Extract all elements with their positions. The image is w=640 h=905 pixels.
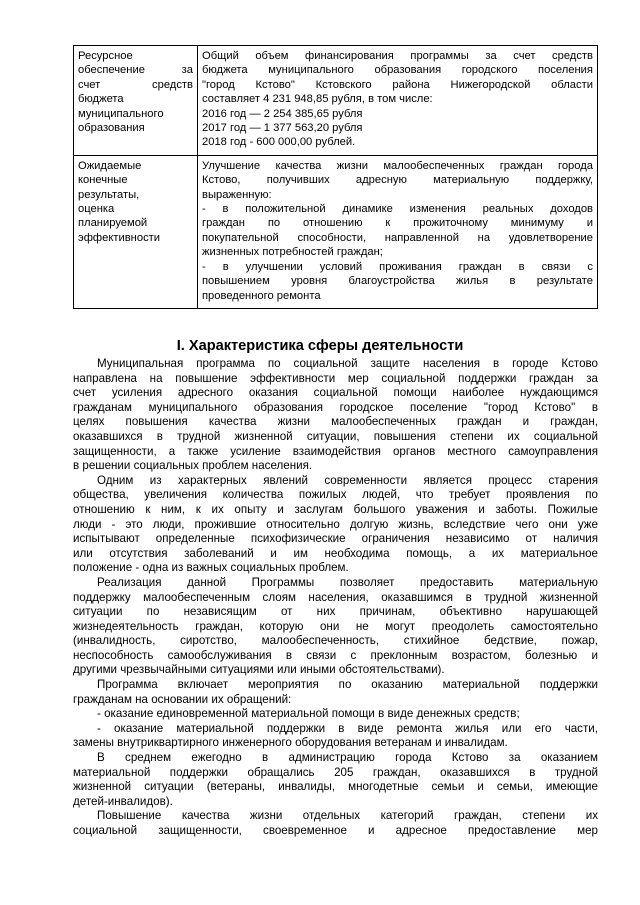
value-line: составляет 4 231 948,85 рубля, в том числе: [202,93,433,106]
list-item: - оказание единовременной материальной помощи в виде денежных средств; [97,707,520,721]
text-line: материальной поддержки обращались 205 граждан, оказавшихся в трудной [73,765,598,779]
text-line: в решении социальных проблем населения. [73,459,313,473]
text-line: направлена на повышение эффективности мер социальной поддержки граждан за [73,371,598,385]
text-line: счет усиления адресного оказания социальной помощи наиболее нуждающимся [73,386,598,400]
label-line: бюджета [78,93,124,106]
label-line: образования [78,122,145,135]
row-label-resources [74,46,198,156]
value-line: 2018 год - 600 000,00 рублей. [202,136,356,149]
list-item: - оказание материальной поддержки в виде ремонта жилья или его части, [97,721,598,735]
value-line: бюджета муниципального образования городского поселения [202,64,593,77]
text-line: замены внутриквартирного инженерного оборудования ветеранам и инвалидам. [73,736,508,750]
value-line: Кстово, получивших адресную материальную поддержку, [202,174,593,187]
value-line: проведенного ремонта [202,289,321,302]
value-line: Общий объем финансирования программы за счет средств [202,50,593,62]
text-line: Повышение качества жизни отдельных категорий граждан, степени их [97,809,598,823]
value-line: Улучшение качества жизни малообеспеченных граждан города [202,159,593,172]
value-line: 2017 год — 1 377 563,20 рубля [202,122,363,135]
program-passport-table [73,45,598,309]
text-line: целях повышения качества жизни малообеспеченных граждан и граждан, [73,415,598,429]
text-line: поддержку малообеспеченным слоям населения, оказавшимся в трудной жизненной [73,590,598,604]
text-line: испытывают определенные психофизические ограничения независимо от наличия [73,532,598,546]
row-value-results [198,155,598,308]
text-line: детей-инвалидов). [73,794,173,808]
table-row [74,155,598,308]
value-line: граждан по отношению к прожиточному минимуму и [202,217,593,230]
row-value-resources [198,46,598,156]
text-line: жизненной ситуации (ветераны, инвалиды, многодетные семьи и семьи, имеющие [73,780,598,794]
label-line: счет средств [78,78,193,91]
label-line: Ресурсное [78,50,133,62]
text-line: положение - одна из важных социальных проблем. [73,561,349,575]
text-line: оказавшихся в трудной жизненной ситуации, повышения степени их социальной [73,429,598,443]
text-line: Программа включает мероприятия по оказанию материальной поддержки [97,678,598,692]
section-title: I. Характеристика сферы деятельности [176,338,464,354]
value-line: - в положительной динамике изменения реальных доходов [202,203,593,216]
text-line: социальной защищенности, своевременное и адресное предоставление мер [73,824,598,837]
label-line: обеспечение за [78,64,193,77]
text-line: Муниципальная программа по социальной защите населения в городе Кстово [97,357,598,370]
text-line: отношению к ним, к их опыту и заслугам большого уважения и заботы. Пожилые [73,502,598,516]
value-line: "город Кстово" Кстовского района Нижегородской области [202,78,593,91]
text-line: жизнедеятельность граждан, которую они не могут преодолеть самостоятельно [73,619,598,633]
table-row [74,46,598,156]
text-line: Реализация данной Программы позволяет предоставить материальную [97,575,598,589]
text-line: гражданам на основании их обращений: [73,692,292,706]
value-line: покупательной способности, направленной на удовлетворение [202,231,593,244]
label-line: эффективности [78,231,161,244]
text-line: ситуации по независящим от них причинам, объективно нарушающей [73,605,598,619]
value-line: 2016 год — 2 254 385,65 рубля [202,107,363,120]
value-line: жизненных потребностей граждан; [202,246,383,259]
text-line: (инвалидность, сиротство, малообеспеченность, стихийное бедствие, пожар, [73,634,598,648]
text-line: защищенности, а также усиление взаимодействия органов местного самоуправления [73,444,598,458]
label-line: муниципального [78,107,164,120]
text-line: или отсутствия заболеваний и им необходима помощь, а их материальное [73,546,598,560]
row-label-results [74,155,198,308]
label-line: конечные [78,174,128,187]
text-line: гражданам муниципального образования городское поселение "город Кстово" в [73,400,598,414]
value-line: - в улучшении условий проживания граждан в связи с [202,260,593,273]
label-line: результаты, [78,188,140,201]
label-line: оценка [78,203,115,216]
text-line: В среднем ежегодно в администрацию города Кстово за оказанием [97,751,598,765]
text-line: неспособность самообслуживания в связи с преклонным возрастом, болезнью и [73,648,598,662]
text-line: люди - это люди, прожившие относительно долгую жизнь, вследствие чего они уже [73,517,598,531]
value-line: повышением уровня благоустройства жилья в результате [202,275,593,288]
label-line: планируемой [78,217,148,230]
section-body [73,357,598,839]
value-line: выраженную: [202,188,272,201]
text-line: Одним из характерных явлений современности является процесс старения [97,473,598,487]
text-line: другими чрезвычайными ситуациями или иными обстоятельствами). [73,663,445,677]
text-line: общества, увеличения количества пожилых людей, что требует проявления по [73,488,598,502]
label-line: Ожидаемые [78,159,142,172]
